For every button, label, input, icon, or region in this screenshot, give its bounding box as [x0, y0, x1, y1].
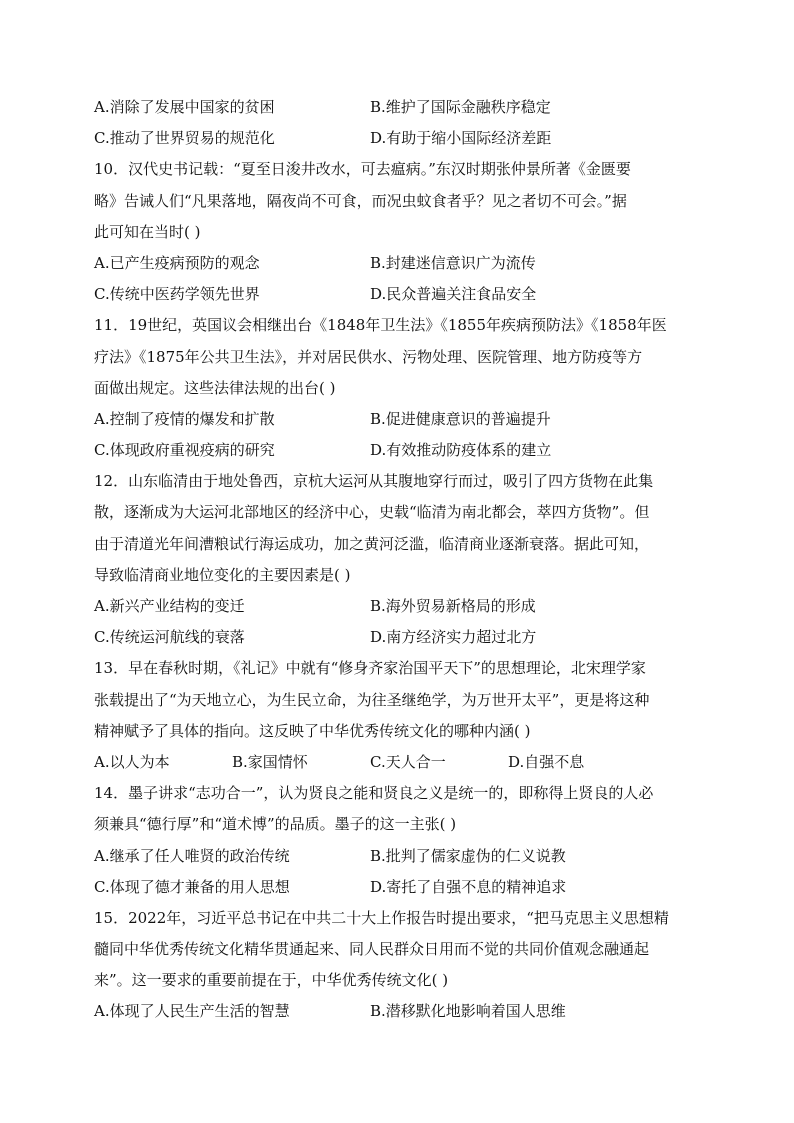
q12-stem-line-3: 由于清道光年间漕粮试行海运成功，加之黄河泛滥，临清商业逐渐衰落。据此可知， [94, 534, 650, 553]
q11-stem-line-3: 面做出规定。这些法律法规的出台( ) [94, 378, 336, 397]
q12-stem-line-1: 12．山东临清由于地处鲁西，京杭大运河从其腹地穿行而过，吸引了四方货物在此集 [94, 472, 654, 491]
q13-stem-line-1: 13．早在春秋时期，《礼记》中就有“修身齐家治国平天下”的思想理论，北宋理学家 [94, 659, 646, 678]
q15-option-a[interactable]: A.体现了人民生产生活的智慧 [94, 1002, 290, 1021]
q12-stem-line-4: 导致临清商业地位变化的主要因素是( ) [94, 565, 351, 584]
q12-option-c[interactable]: C.传统运河航线的衰落 [94, 628, 245, 647]
q9-option-a[interactable]: A.消除了发展中国家的贫困 [94, 98, 275, 116]
q10-stem-line-3: 此可知在当时( ) [94, 222, 201, 241]
q14-options-row-1 [94, 841, 700, 872]
q13-stem-line-3: 精神赋予了具体的指向。这反映了中华优秀传统文化的哪种内涵( ) [94, 721, 531, 740]
q12-stem-line-2: 散，逐渐成为大运河北部地区的经济中心，史载“临清为南北都会，萃四方货物”。但 [94, 503, 650, 522]
q9-option-c[interactable]: C.推动了世界贸易的规范化 [94, 129, 275, 148]
q10-option-c[interactable]: C.传统中医药学领先世界 [94, 285, 260, 304]
q15-option-b[interactable]: B.潜移默化地影响着国人思维 [370, 1002, 566, 1021]
q13-option-a[interactable]: A.以人为本 [94, 752, 170, 771]
q11-option-a[interactable]: A.控制了疫情的爆发和扩散 [94, 409, 275, 428]
q10-options-row-2 [94, 279, 700, 310]
q11-option-d[interactable]: D.有效推动防疫体系的建立 [370, 441, 552, 460]
q10-stem-line-2: 略》告诫人们“凡果落地，隔夜尚不可食，而况虫蚊食者乎？见之者切不可会。”据 [94, 191, 627, 210]
q14-stem-line-1: 14．墨子讲求“志功合一”，认为贤良之能和贤良之义是统一的，即称得上贤良的人必 [94, 784, 654, 803]
q9-option-d[interactable]: D.有助于缩小国际经济差距 [370, 129, 552, 148]
q11-option-c[interactable]: C.体现政府重视疫病的研究 [94, 441, 275, 460]
q9-options-row-1 [94, 92, 700, 123]
q15-stem-line-1: 15．2022年，习近平总书记在中共二十大上作报告时提出要求，“把马克思主义思想精 [94, 908, 669, 927]
q11-stem-line-1: 11．19世纪，英国议会相继出台《1848年卫生法》《1855年疾病预防法》《1858年医 [94, 316, 667, 335]
q13-option-b[interactable]: B.家国情怀 [232, 752, 308, 771]
q10-option-d[interactable]: D.民众普遍关注食品安全 [370, 285, 537, 304]
q14-options-row-2 [94, 872, 700, 903]
q11-option-b[interactable]: B.促进健康意识的普遍提升 [370, 409, 551, 428]
q14-option-d[interactable]: D.寄托了自强不息的精神追求 [370, 877, 567, 896]
q15-stem-line-2: 髓同中华优秀传统文化精华贯通起来、同人民群众日用而不觉的共同价值观念融通起 [94, 940, 650, 959]
q13-options-row [94, 747, 700, 778]
q12-option-d[interactable]: D.南方经济实力超过北方 [370, 628, 537, 647]
q14-option-b[interactable]: B.批判了儒家虚伪的仁义说教 [370, 846, 566, 865]
q10-option-a[interactable]: A.已产生疫病预防的观念 [94, 253, 260, 272]
q10-option-b[interactable]: B.封建迷信意识广为流传 [370, 253, 536, 272]
q13-stem-line-2: 张载提出了“为天地立心，为生民立命，为往圣继绝学，为万世开太平”，更是将这种 [94, 690, 650, 709]
exam-page [94, 92, 700, 1028]
q10-options-row-1 [94, 248, 700, 279]
q9-option-b[interactable]: B.维护了国际金融秩序稳定 [370, 98, 551, 116]
q15-stem-line-3: 来”。这一要求的重要前提在于，中华优秀传统文化( ) [94, 971, 449, 990]
q12-option-a[interactable]: A.新兴产业结构的变迁 [94, 597, 245, 615]
q9-options-row-2 [94, 123, 700, 154]
q12-options-row-1 [94, 591, 700, 622]
q11-options-row-2 [94, 435, 700, 466]
q10-stem-line-1: 10．汉代史书记载：“夏至日浚井改水，可去瘟病。”东汉时期张仲景所著《金匮要 [94, 160, 631, 179]
q12-options-row-2 [94, 622, 700, 653]
q14-stem-line-2: 须兼具“德行厚”和“道术博”的品质。墨子的这一主张( ) [94, 815, 457, 834]
q11-stem-line-2: 疗法》《1875年公共卫生法》，并对居民供水、污物处理、医院管理、地方防疫等方 [94, 347, 643, 366]
q12-option-b[interactable]: B.海外贸易新格局的形成 [370, 597, 536, 615]
q13-option-d[interactable]: D.自强不息 [508, 752, 585, 771]
q15-options-row-1 [94, 996, 700, 1027]
q14-option-c[interactable]: C.体现了德才兼备的用人思想 [94, 877, 290, 896]
q11-options-row-1 [94, 404, 700, 435]
q13-option-c[interactable]: C.天人合一 [370, 752, 446, 771]
q14-option-a[interactable]: A.继承了任人唯贤的政治传统 [94, 846, 290, 865]
